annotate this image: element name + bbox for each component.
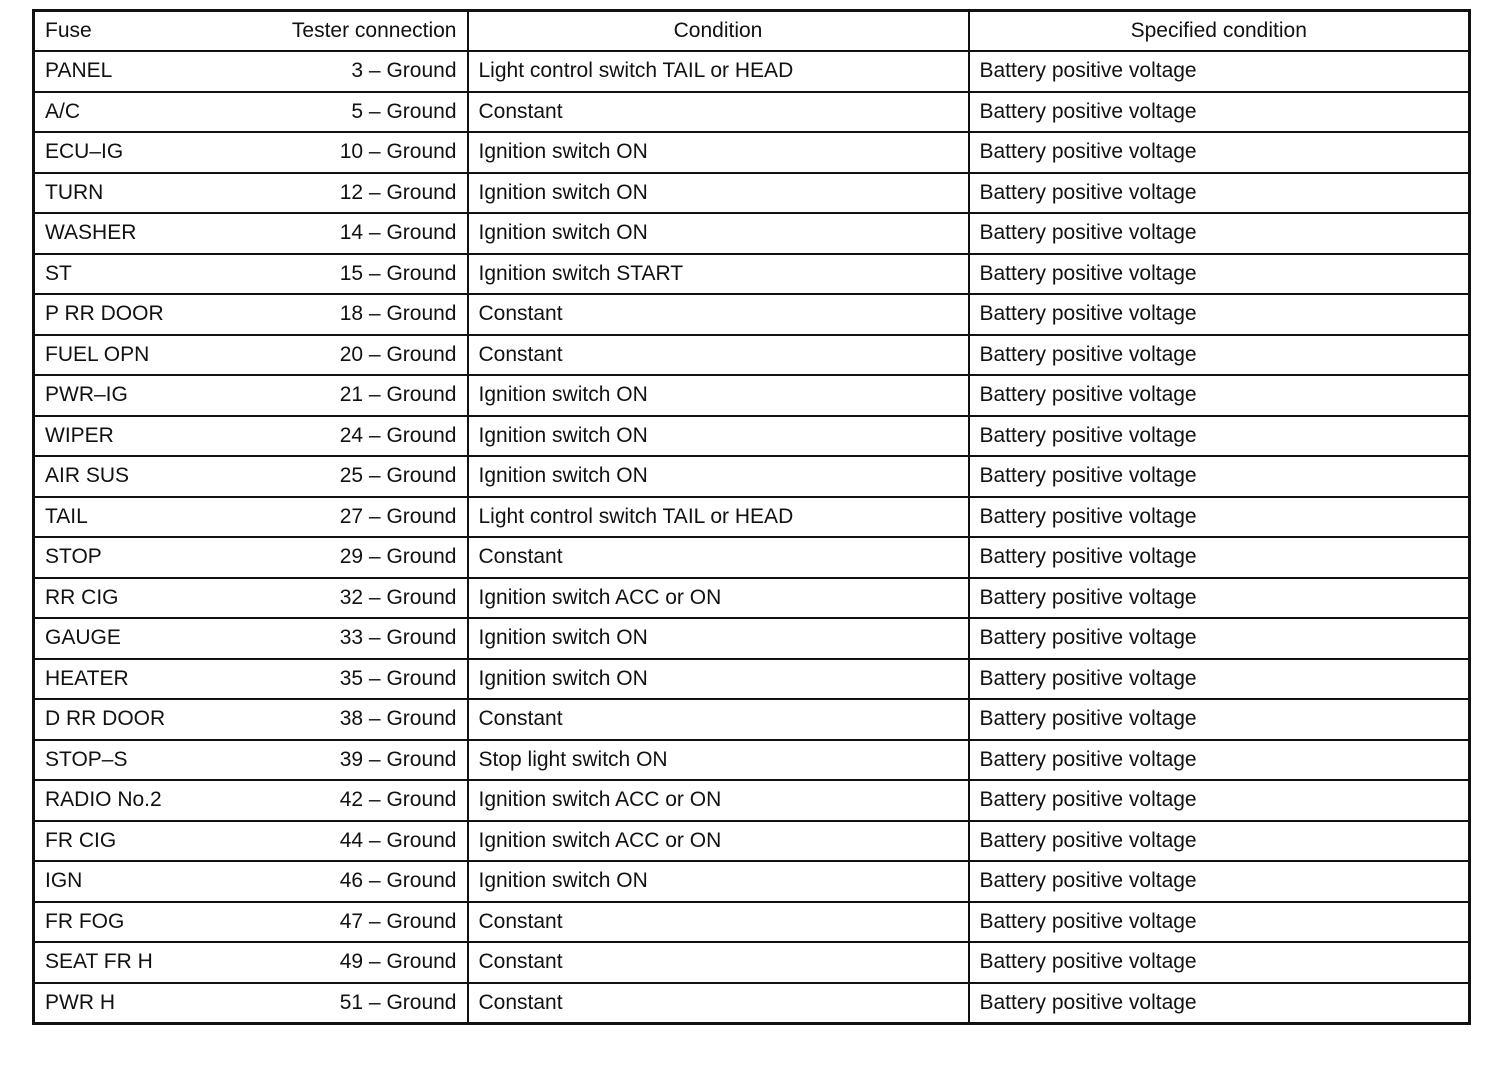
tester-connection: 47 – Ground bbox=[339, 909, 457, 933]
condition-cell: Ignition switch ACC or ON bbox=[468, 578, 969, 619]
fuse-name: PWR–IG bbox=[45, 383, 128, 407]
condition-cell: Ignition switch ON bbox=[468, 861, 969, 902]
specified-condition-cell: Battery positive voltage bbox=[969, 821, 1470, 862]
specified-condition-cell: Battery positive voltage bbox=[969, 618, 1470, 659]
fuse-name: FR CIG bbox=[45, 828, 117, 852]
tester-connection: 33 – Ground bbox=[339, 626, 457, 650]
condition-cell: Ignition switch ON bbox=[468, 375, 969, 416]
header-specified-condition: Specified condition bbox=[969, 11, 1470, 52]
tester-connection: 49 – Ground bbox=[339, 950, 457, 974]
header-fuse-tester-cell bbox=[34, 11, 468, 52]
specified-condition-cell: Battery positive voltage bbox=[969, 780, 1470, 821]
fuse-name: ST bbox=[45, 261, 72, 285]
fuse-tester-cell bbox=[34, 902, 468, 943]
fuse-tester-cell bbox=[34, 537, 468, 578]
specified-condition-cell: Battery positive voltage bbox=[969, 173, 1470, 214]
fuse-tester-cell bbox=[34, 416, 468, 457]
fuse-tester-cell bbox=[34, 497, 468, 538]
fuse-name: FUEL OPN bbox=[45, 342, 150, 366]
fuse-tester-cell bbox=[34, 254, 468, 295]
table-row bbox=[34, 375, 1470, 416]
table-row bbox=[34, 983, 1470, 1024]
specified-condition-cell: Battery positive voltage bbox=[969, 861, 1470, 902]
tester-connection: 25 – Ground bbox=[339, 464, 457, 488]
specified-condition-cell: Battery positive voltage bbox=[969, 942, 1470, 983]
fuse-tester-cell bbox=[34, 456, 468, 497]
specified-condition-cell: Battery positive voltage bbox=[969, 213, 1470, 254]
specified-condition-cell: Battery positive voltage bbox=[969, 902, 1470, 943]
fuse-tester-cell bbox=[34, 821, 468, 862]
fuse-inspection-table bbox=[32, 9, 1471, 1025]
specified-condition-cell: Battery positive voltage bbox=[969, 983, 1470, 1024]
table-row bbox=[34, 699, 1470, 740]
condition-cell: Constant bbox=[468, 335, 969, 376]
tester-connection: 10 – Ground bbox=[339, 140, 457, 164]
condition-cell: Light control switch TAIL or HEAD bbox=[468, 497, 969, 538]
tester-connection: 14 – Ground bbox=[339, 221, 457, 245]
table-row bbox=[34, 659, 1470, 700]
condition-cell: Ignition switch ON bbox=[468, 173, 969, 214]
tester-connection: 39 – Ground bbox=[339, 747, 457, 771]
condition-cell: Constant bbox=[468, 983, 969, 1024]
table-row bbox=[34, 294, 1470, 335]
tester-connection: 12 – Ground bbox=[339, 180, 457, 204]
fuse-tester-cell bbox=[34, 335, 468, 376]
fuse-name: STOP bbox=[45, 545, 102, 569]
fuse-inspection-sheet bbox=[32, 9, 1468, 1025]
specified-condition-cell: Battery positive voltage bbox=[969, 497, 1470, 538]
fuse-tester-cell bbox=[34, 375, 468, 416]
fuse-tester-cell bbox=[34, 213, 468, 254]
tester-connection: 35 – Ground bbox=[339, 666, 457, 690]
condition-cell: Ignition switch ACC or ON bbox=[468, 780, 969, 821]
tester-connection: 20 – Ground bbox=[339, 342, 457, 366]
specified-condition-cell: Battery positive voltage bbox=[969, 254, 1470, 295]
fuse-name: WASHER bbox=[45, 221, 137, 245]
tester-connection: 3 – Ground bbox=[351, 59, 457, 83]
condition-cell: Constant bbox=[468, 699, 969, 740]
table-row bbox=[34, 51, 1470, 92]
fuse-name: WIPER bbox=[45, 423, 114, 447]
condition-cell: Constant bbox=[468, 92, 969, 133]
specified-condition-cell: Battery positive voltage bbox=[969, 335, 1470, 376]
fuse-tester-cell bbox=[34, 51, 468, 92]
tester-connection: 24 – Ground bbox=[339, 423, 457, 447]
table-row bbox=[34, 780, 1470, 821]
specified-condition-cell: Battery positive voltage bbox=[969, 659, 1470, 700]
table-row bbox=[34, 902, 1470, 943]
condition-cell: Constant bbox=[468, 537, 969, 578]
condition-cell: Constant bbox=[468, 942, 969, 983]
fuse-tester-cell bbox=[34, 983, 468, 1024]
specified-condition-cell: Battery positive voltage bbox=[969, 416, 1470, 457]
condition-cell: Ignition switch ON bbox=[468, 618, 969, 659]
tester-connection: 42 – Ground bbox=[339, 788, 457, 812]
fuse-name: ECU–IG bbox=[45, 140, 124, 164]
fuse-name: TURN bbox=[45, 180, 104, 204]
condition-cell: Ignition switch ON bbox=[468, 213, 969, 254]
specified-condition-cell: Battery positive voltage bbox=[969, 537, 1470, 578]
tester-connection: 18 – Ground bbox=[339, 302, 457, 326]
tester-connection: 15 – Ground bbox=[339, 261, 457, 285]
tester-connection: 46 – Ground bbox=[339, 869, 457, 893]
table-row bbox=[34, 821, 1470, 862]
specified-condition-cell: Battery positive voltage bbox=[969, 740, 1470, 781]
fuse-tester-cell bbox=[34, 578, 468, 619]
table-row bbox=[34, 618, 1470, 659]
condition-cell: Stop light switch ON bbox=[468, 740, 969, 781]
condition-cell: Constant bbox=[468, 294, 969, 335]
table-row bbox=[34, 92, 1470, 133]
tester-connection: 51 – Ground bbox=[339, 990, 457, 1014]
specified-condition-cell: Battery positive voltage bbox=[969, 51, 1470, 92]
condition-cell: Ignition switch ON bbox=[468, 132, 969, 173]
fuse-tester-cell bbox=[34, 132, 468, 173]
specified-condition-cell: Battery positive voltage bbox=[969, 699, 1470, 740]
specified-condition-cell: Battery positive voltage bbox=[969, 578, 1470, 619]
fuse-name: P RR DOOR bbox=[45, 302, 164, 326]
specified-condition-cell: Battery positive voltage bbox=[969, 132, 1470, 173]
table-row bbox=[34, 132, 1470, 173]
fuse-tester-cell bbox=[34, 173, 468, 214]
fuse-name: SEAT FR H bbox=[45, 950, 153, 974]
table-row bbox=[34, 497, 1470, 538]
tester-connection: 29 – Ground bbox=[339, 545, 457, 569]
table-body bbox=[34, 51, 1470, 1024]
table-row bbox=[34, 254, 1470, 295]
table-row bbox=[34, 416, 1470, 457]
tester-connection: 5 – Ground bbox=[351, 99, 457, 123]
tester-connection: 32 – Ground bbox=[339, 585, 457, 609]
fuse-tester-cell bbox=[34, 942, 468, 983]
fuse-name: FR FOG bbox=[45, 909, 125, 933]
table-row bbox=[34, 173, 1470, 214]
header-tester-connection: Tester connection bbox=[291, 19, 457, 42]
condition-cell: Ignition switch ON bbox=[468, 659, 969, 700]
condition-cell: Constant bbox=[468, 902, 969, 943]
fuse-name: RADIO No.2 bbox=[45, 788, 162, 812]
fuse-tester-cell bbox=[34, 92, 468, 133]
table-row bbox=[34, 740, 1470, 781]
fuse-tester-cell bbox=[34, 861, 468, 902]
condition-cell: Ignition switch ACC or ON bbox=[468, 821, 969, 862]
table-row bbox=[34, 335, 1470, 376]
fuse-name: TAIL bbox=[45, 504, 88, 528]
fuse-name: PANEL bbox=[45, 59, 113, 83]
fuse-name: A/C bbox=[45, 99, 81, 123]
fuse-name: RR CIG bbox=[45, 585, 119, 609]
fuse-tester-cell bbox=[34, 659, 468, 700]
tester-connection: 27 – Ground bbox=[339, 504, 457, 528]
header-row bbox=[34, 11, 1470, 52]
tester-connection: 38 – Ground bbox=[339, 707, 457, 731]
table-row bbox=[34, 861, 1470, 902]
table-row bbox=[34, 578, 1470, 619]
specified-condition-cell: Battery positive voltage bbox=[969, 375, 1470, 416]
condition-cell: Ignition switch START bbox=[468, 254, 969, 295]
fuse-name: AIR SUS bbox=[45, 464, 130, 488]
fuse-name: PWR H bbox=[45, 990, 115, 1014]
fuse-tester-cell bbox=[34, 294, 468, 335]
specified-condition-cell: Battery positive voltage bbox=[969, 294, 1470, 335]
fuse-tester-cell bbox=[34, 618, 468, 659]
fuse-name: GAUGE bbox=[45, 626, 121, 650]
condition-cell: Ignition switch ON bbox=[468, 456, 969, 497]
condition-cell: Light control switch TAIL or HEAD bbox=[468, 51, 969, 92]
tester-connection: 44 – Ground bbox=[339, 828, 457, 852]
table-row bbox=[34, 456, 1470, 497]
specified-condition-cell: Battery positive voltage bbox=[969, 456, 1470, 497]
fuse-name: D RR DOOR bbox=[45, 707, 166, 731]
table-row bbox=[34, 537, 1470, 578]
fuse-name: HEATER bbox=[45, 666, 129, 690]
specified-condition-cell: Battery positive voltage bbox=[969, 92, 1470, 133]
fuse-name: IGN bbox=[45, 869, 83, 893]
condition-cell: Ignition switch ON bbox=[468, 416, 969, 457]
fuse-tester-cell bbox=[34, 780, 468, 821]
fuse-name: STOP–S bbox=[45, 747, 128, 771]
header-fuse: Fuse bbox=[45, 19, 92, 42]
table-row bbox=[34, 213, 1470, 254]
fuse-tester-cell bbox=[34, 699, 468, 740]
fuse-tester-cell bbox=[34, 740, 468, 781]
tester-connection: 21 – Ground bbox=[339, 383, 457, 407]
header-condition: Condition bbox=[468, 11, 969, 52]
table-row bbox=[34, 942, 1470, 983]
